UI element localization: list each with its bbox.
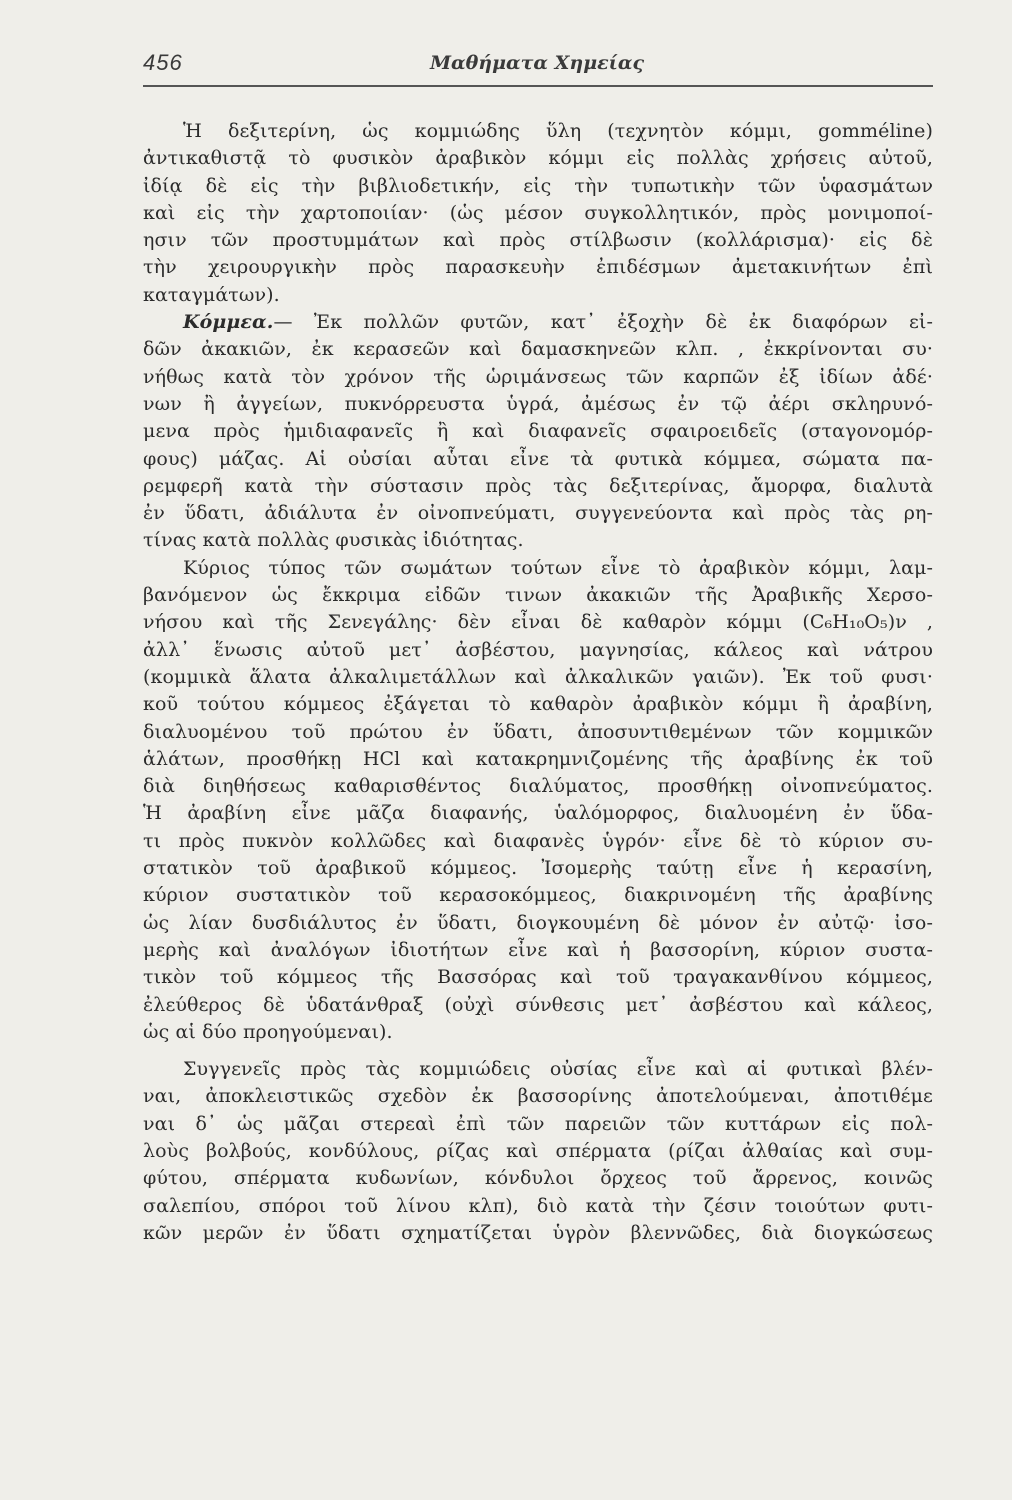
- text-line: διαλυομένου τοῦ πρώτου ἐν ὕδατι, ἀποσυντιθεμένων τῶν κομμικῶν: [143, 720, 933, 743]
- text-line: διὰ διηθήσεως καθαρισθέντος διαλύματος, προσθήκῃ οἰνοπνεύματος.: [143, 775, 933, 798]
- text-line: τὴν χειρουργικὴν πρὸς παρασκευὴν ἐπιδέσμων ἀμετακινήτων ἐπὶ: [143, 256, 933, 279]
- text-line: ησιν τῶν προστυμμάτων καὶ πρὸς στίλβωσιν (κολλάρισμα)· εἰς δὲ: [143, 229, 933, 252]
- text-line: ἁλάτων, προσθήκῃ HCl καὶ κατακρημνιζομένης τῆς ἀραβίνης ἐκ τοῦ: [143, 747, 933, 770]
- text-line: δῶν ἀκακιῶν, ἐκ κερασεῶν καὶ δαμασκηνεῶν κλπ. , ἐκκρίνονται συ·: [143, 338, 933, 361]
- text-line: φους) μάζας. Αἱ οὐσίαι αὗται εἶνε τὰ φυτικὰ κόμμεα, σώματα πα-: [143, 447, 933, 470]
- text-line: ἀντικαθιστᾷ τὸ φυσικὸν ἀραβικὸν κόμμι εἰς πολλὰς χρήσεις αὐτοῦ,: [143, 147, 933, 170]
- text-line-rest: — Ἐκ πολλῶν φυτῶν, κατ᾿ ἐξοχὴν δὲ ἐκ διαφόρων εἰ-: [273, 311, 933, 334]
- text-line: [143, 309, 933, 336]
- page-number: 456: [143, 50, 183, 75]
- paragraph: [143, 555, 933, 1046]
- text-line: καὶ εἰς τὴν χαρτοποιίαν· (ὡς μέσον συγκολλητικόν, πρὸς μονιμοποί-: [143, 201, 933, 224]
- text-line: στατικὸν τοῦ ἀραβικοῦ κόμμεος. Ἰσομερὴς ταύτῃ εἶνε ἡ κερασίνη,: [143, 857, 933, 880]
- text-line: ναι δ᾿ ὡς μᾶζαι στερεαὶ ἐπὶ τῶν παρειῶν τῶν κυττάρων εἰς πολ-: [143, 1112, 933, 1135]
- text-line: ἀλλ᾿ ἕνωσις αὐτοῦ μετ᾿ ἀσβέστου, μαγνησίας, κάλεος καὶ νάτρου: [143, 638, 933, 661]
- text-line: Συγγενεῖς πρὸς τὰς κομμιώδεις οὐσίας εἶνε καὶ αἱ φυτικαὶ βλέν-: [183, 1058, 933, 1081]
- body-text: [143, 118, 933, 1247]
- text-line: καταγμάτων).: [143, 283, 280, 306]
- text-line: τικὸν τοῦ κόμμεος τῆς Βασσόρας καὶ τοῦ τραγακανθίνου κόμμεος,: [143, 966, 933, 989]
- text-line: νήθως κατὰ τὸν χρόνον τῆς ὡριμάνσεως τῶν καρπῶν ἐξ ἰδίων ἀδέ·: [143, 365, 933, 388]
- text-line: τι πρὸς πυκνὸν κολλῶδες καὶ διαφανὲς ὑγρόν· εἶνε δὲ τὸ κύριον συ-: [143, 829, 933, 852]
- text-line: Ἡ ἀραβίνη εἶνε μᾶζα διαφανής, ὑαλόμορφος, διαλυομένη ἐν ὕδα-: [143, 802, 933, 825]
- text-line: σαλεπίου, σπόροι τοῦ λίνου κλπ), διὸ κατὰ τὴν ζέσιν τοιούτων φυτι-: [143, 1194, 933, 1217]
- text-line: μερὴς καὶ ἀναλόγων ἰδιοτήτων εἶνε καὶ ἡ βασσορίνη, κύριον συστα-: [143, 938, 933, 961]
- running-head: Μαθήματα Χημείας: [429, 52, 645, 74]
- text-line: τίνας κατὰ πολλὰς φυσικὰς ἰδιότητας.: [143, 529, 524, 552]
- paragraph: [143, 1056, 933, 1247]
- text-line: Κύριος τύπος τῶν σωμάτων τούτων εἶνε τὸ ἀραβικὸν κόμμι, λαμ-: [183, 556, 933, 579]
- text-line: κοῦ τούτου κόμμεος ἐξάγεται τὸ καθαρὸν ἀραβικὸν κόμμι ἢ ἀραβίνη,: [143, 693, 933, 716]
- text-line: νήσου καὶ τῆς Σενεγάλης· δὲν εἶναι δὲ καθαρὸν κόμμι (C₆H₁₀O₅)ν ,: [143, 611, 933, 634]
- section-term: Κόμμεα.: [183, 311, 274, 334]
- header-rule: [143, 85, 933, 87]
- text-line: ρεμφερῆ κατὰ τὴν σύστασιν πρὸς τὰς δεξιτερίνας, ἄμορφα, διαλυτὰ: [143, 474, 933, 497]
- text-line: κῶν μερῶν ἐν ὕδατι σχηματίζεται ὑγρὸν βλεννῶδες, διὰ διογκώσεως: [143, 1221, 933, 1244]
- page-header: [143, 50, 931, 80]
- text-line: νων ἢ ἀγγείων, πυκνόρρευστα ὑγρά, ἀμέσως ἐν τῷ ἀέρι σκληρυνό-: [143, 392, 933, 415]
- text-line: βανόμενον ὡς ἔκκριμα εἰδῶν τινων ἀκακιῶν τῆς Ἀραβικῆς Χερσο-: [143, 584, 933, 607]
- text-line: μενα πρὸς ἡμιδιαφανεῖς ἢ καὶ διαφανεῖς σφαιροειδεῖς (σταγονομόρ-: [143, 420, 933, 443]
- text-line: λοὺς βολβούς, κονδύλους, ρίζας καὶ σπέρματα (ρίζαι ἀλθαίας καὶ συμ-: [143, 1139, 933, 1162]
- paragraph: [143, 309, 933, 555]
- paragraph: [143, 118, 933, 309]
- text-line: φύτου, σπέρματα κυδωνίων, κόνδυλοι ὄρχεος τοῦ ἄρρενος, κοινῶς: [143, 1167, 933, 1190]
- text-line: ἰδίᾳ δὲ εἰς τὴν βιβλιοδετικήν, εἰς τὴν τυπωτικὴν τῶν ὑφασμάτων: [143, 174, 933, 197]
- text-line: (κομμικὰ ἅλατα ἀλκαλιμετάλλων καὶ ἀλκαλικῶν γαιῶν). Ἐκ τοῦ φυσι·: [143, 665, 933, 688]
- text-line: Ἡ δεξιτερίνη, ὡς κομμιώδης ὕλη (τεχνητὸν κόμμι, gomméline): [183, 120, 933, 142]
- text-line: ἐλεύθερος δὲ ὑδατάνθραξ (οὐχὶ σύνθεσις μετ᾿ ἀσβέστου καὶ κάλεος,: [143, 993, 933, 1016]
- text-line: ὡς λίαν δυσδιάλυτος ἐν ὕδατι, διογκουμένη δὲ μόνον ἐν αὐτῷ· ἰσο-: [143, 911, 933, 934]
- text-line: ὡς αἱ δύο προηγούμεναι).: [143, 1020, 393, 1043]
- text-line: ναι, ἀποκλειστικῶς σχεδὸν ἐκ βασσορίνης ἀποτελούμεναι, ἀποτιθέμε: [143, 1085, 933, 1108]
- text-line: κύριον συστατικὸν τοῦ κερασοκόμμεος, διακρινομένη τῆς ἀραβίνης: [143, 884, 933, 907]
- text-line: ἐν ὕδατι, ἀδιάλυτα ἐν οἰνοπνεύματι, συγγενεύοντα καὶ πρὸς τὰς ρη-: [143, 502, 933, 525]
